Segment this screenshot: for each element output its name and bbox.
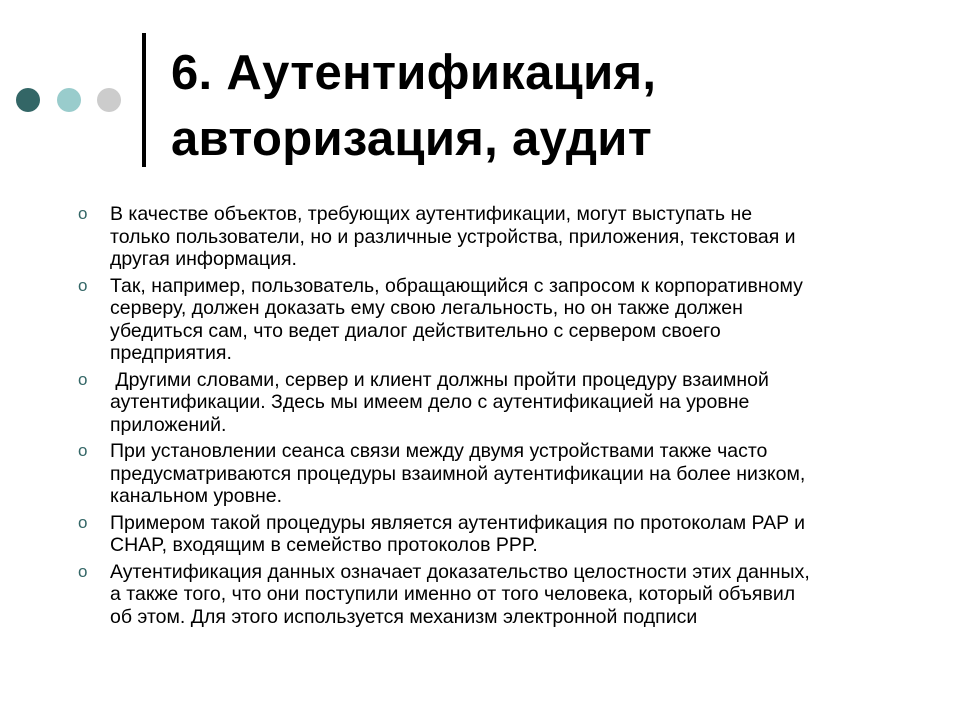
bullet-text-line: канальном уровне. xyxy=(110,485,283,507)
bullet-text-line: Аутентификация данных означает доказательство целостности этих данных, xyxy=(110,560,810,583)
bullet-item xyxy=(78,561,948,629)
bullet-item xyxy=(78,203,948,271)
bullet-text-line: серверу, должен доказать ему свою легальность, но он также должен xyxy=(110,297,743,319)
decor-dot-light xyxy=(57,88,81,112)
title-divider xyxy=(142,33,146,167)
hollow-circle-icon: o xyxy=(78,512,88,532)
title-line: 6. Аутентификация, xyxy=(171,46,657,100)
bullet-item xyxy=(78,440,948,508)
title-line: авторизация, аудит xyxy=(171,112,652,166)
hollow-circle-icon: o xyxy=(78,204,88,223)
bullet-text-line: При установлении сеанса связи между двумя устройствами также часто xyxy=(110,440,768,462)
bullet-text-line: предусматриваются процедуры взаимной аутентификации на более низком, xyxy=(110,462,806,485)
decor-dot-gray xyxy=(97,88,121,112)
decor-dot-dark xyxy=(16,88,40,112)
slide-title xyxy=(171,40,656,172)
bullet-text-line: аутентификации. Здесь мы имеем дело с аутентификацией на уровне xyxy=(110,391,750,413)
bullet-list xyxy=(78,203,948,632)
bullet-text-line: другая информация. xyxy=(110,248,297,270)
bullet-text-line: убедиться сам, что ведет диалог действительно с сервером своего xyxy=(110,319,721,342)
hollow-circle-icon: o xyxy=(78,369,88,389)
bullet-text-line: об этом. Для этого используется механизм электронной подписи xyxy=(110,605,698,628)
hollow-circle-icon: o xyxy=(78,441,88,460)
hollow-circle-icon: o xyxy=(78,275,88,295)
bullet-text-line: В качестве объектов, требующих аутентификации, могут выступать не xyxy=(110,203,753,225)
bullet-text-line: Так, например, пользователь, обращающийся с запросом к корпоративному xyxy=(110,274,803,297)
hollow-circle-icon: o xyxy=(78,561,88,581)
bullet-text-line: CHAP, входящим в семейство протоколов PPP. xyxy=(110,534,538,556)
bullet-text-line: Примером такой процедуры является аутентификация по протоколам PAP и xyxy=(110,511,806,534)
bullet-text-line: приложений. xyxy=(110,413,227,436)
bullet-item xyxy=(78,512,948,557)
bullet-text-line: предприятия. xyxy=(110,342,232,364)
bullet-item xyxy=(78,275,948,365)
bullet-text-line: Другими словами, сервер и клиент должны пройти процедуру взаимной xyxy=(110,368,769,391)
bullet-text-line: только пользователи, но и различные устройства, приложения, текстовая и xyxy=(110,225,796,248)
bullet-item xyxy=(78,369,948,437)
bullet-text-line: а также того, что они поступили именно от того человека, который объявил xyxy=(110,583,796,605)
